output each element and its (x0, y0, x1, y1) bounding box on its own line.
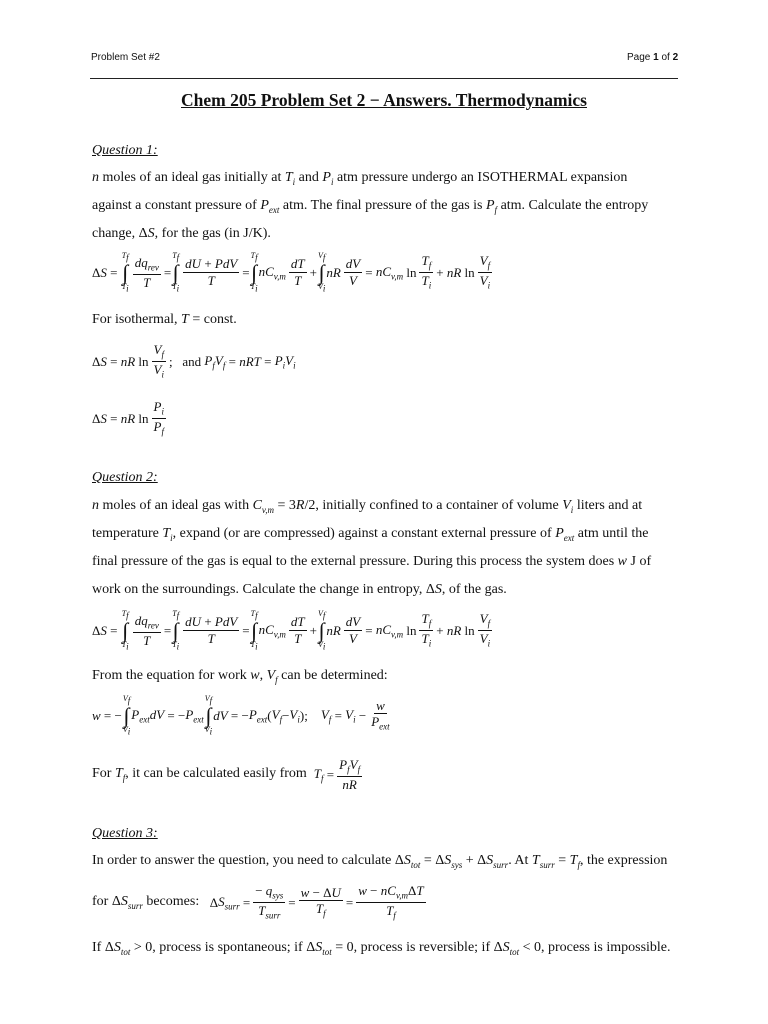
q3-text-line-1: In order to answer the question, you need to calculate $\Delta S_{tot} = \Delta S_{sys} + \Delta S_{surr}$. At $T_{surr} = T_f$, the expression (92, 853, 668, 870)
q2-text-line-2: temperature $T_i$, expand (or are compressed) against a constant external pressure of $P_{ext}$ atm until the (92, 526, 649, 543)
tf-equation: For $T_f$, it can be calculated easily from $T_f$ = $\frac{P_fV_f}{nR}$ (92, 757, 361, 793)
q1-text-line-2: against a constant pressure of $P_{ext}$ atm. The final pressure of the gas is $P_f$ atm. Calculate the entropy (92, 198, 649, 215)
header-rule (90, 78, 678, 79)
work-note: From the equation for work w, $V_f$ can be determined: (92, 668, 388, 685)
q1-text-line-3: change, ΔS, for the gas (in J/K). (92, 226, 271, 241)
q1-result-equation: Δ S = nR ln $\frac{P_i}{P_f}$ (92, 399, 165, 437)
q2-entropy-equation: Δ S = $T_f$ ∫ $T_i$ $\frac{dq_{rev}}{T}$ = $T_f$ ∫ $T_i$ $\frac{\text{dU + PdV}}{T}$ = $T_f$ ∫ $T_i$ $nC_{v,m}$ $\frac{dT}{T}$ + $V_f$ ∫ $V_i$ nR $\frac{dV}{V}$ = $nC_{v,m}$ ln $\frac{T_f}{T_i}$ + nR ln $\frac{V_f}{V_i}$ (92, 609, 491, 652)
q2-text-line-3: final pressure of the gas is equal to the external pressure. During this process the system does w J of (92, 554, 652, 569)
q2-text-line-4: work on the surroundings. Calculate the change in entropy, ΔS, of the gas. (92, 582, 507, 597)
isothermal-note: For isothermal, T = const. (92, 312, 237, 327)
running-header-left: Problem Set #2 (91, 52, 160, 63)
q1-isothermal-equation: Δ S = nR ln $\frac{V_f}{V_i}$ ; and $P_fV_f$ = nRT = $P_iV_i$ (92, 342, 296, 380)
q3-conclusion: If $\Delta S_{tot} > 0$, process is spontaneous; if $\Delta S_{tot} = 0$, process is reversible; if $\Delta S_{tot} < 0$, process is impossible. (92, 940, 671, 957)
q1-text-line-1: n moles of an ideal gas initially at $T_i$ and $P_i$ atm pressure undergo an ISOTHERMAL expansion (92, 170, 628, 187)
page-title: Chem 205 Problem Set 2 − Answers. Thermodynamics (181, 90, 587, 110)
q1-entropy-equation: Δ S = $T_f$ ∫ $T_i$ $\frac{dq_{rev}}{T}$ = $T_f$ ∫ $T_i$ $\frac{\text{dU + PdV}}{T}$ = $T_f$ ∫ $T_i$ $nC_{v,m}$ $\frac{dT}{T}$ + $V_f$ ∫ $V_i$ nR $\frac{dV}{V}$ = $nC_{v,m}$ ln $\frac{T_f}{T_i}$ + nR ln $\frac{V_f}{V_i}$ (92, 251, 491, 294)
q2-work-equation: w = − $V_f$ ∫ $V_i$ $P_{ext}dV$ = − $P_{ext}$ $V_f$ ∫ $V_i$ dV = − $P_{ext}$ ( $V_f$ − $V_i$ ); $V_f$ = $V_i$ − $\frac{w}{P_{ext}}$ (92, 694, 390, 737)
question-3-heading: Question 3: (92, 826, 158, 841)
q3-surroundings-equation: for $\Delta S_{surr}$ becomes: Δ $S_{surr}$ = $\frac{- q_{sys}}{T_{surr}}$ = $\frac{w - \Delta U}{T_f}$ = $\frac{w - nC_{v,m}\Delta T}{T_f}$ (92, 883, 424, 921)
question-2-heading: Question 2: (92, 470, 158, 485)
q2-text-line-1: n moles of an ideal gas with $C_{v,m} = 3R/2$, initially confined to a container of volume $V_i$ liters and at (92, 498, 643, 515)
question-1-heading: Question 1: (92, 143, 158, 158)
page-number: Page 1 of 2 (627, 52, 679, 63)
